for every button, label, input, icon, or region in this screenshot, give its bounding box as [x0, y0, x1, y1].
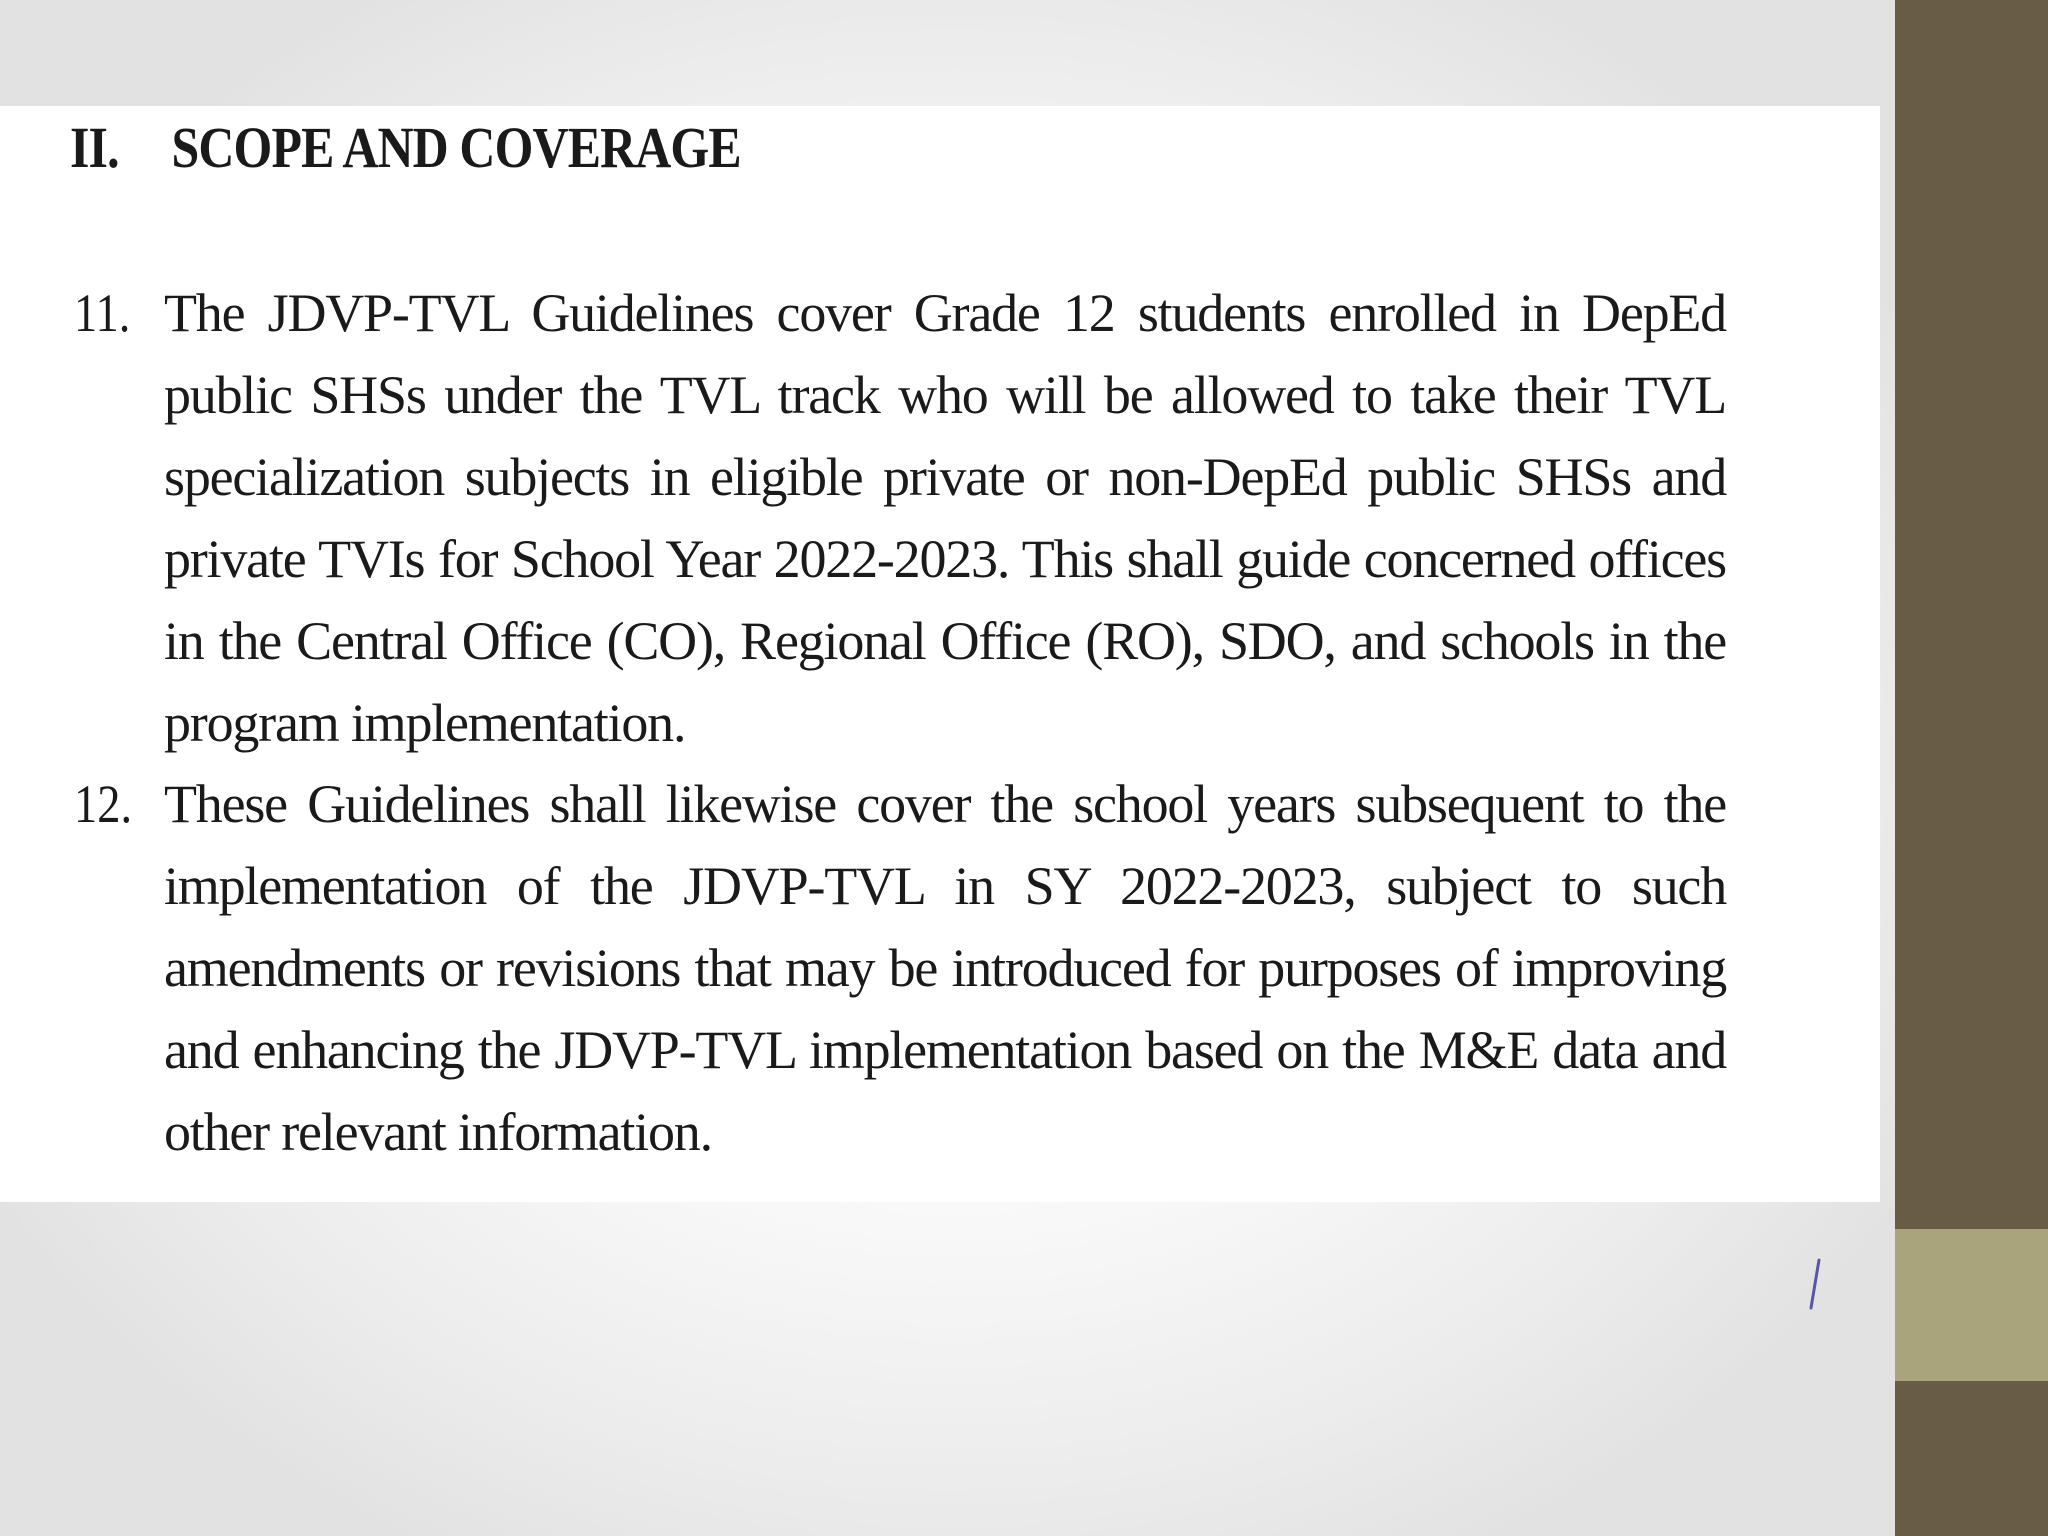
decorative-side-bar-accent	[1895, 1229, 2048, 1381]
paragraph-number: 11.	[74, 283, 131, 343]
paragraph-text: The JDVP-TVL Guidelines cover Grade 12 students enrolled in DepEd public SHSs under the TVL track who will be allowed to take their TVL specialization subjects in eligible private or non-DepEd public SHSs and private TVIs for School Year 2022-2023. This shall guide concerned offices in the Central Office (CO), Regional Office (RO), SDO, and schools in the program implementation.	[164, 283, 1726, 753]
paragraph-number: 12.	[74, 774, 133, 834]
paragraph-text: These Guidelines shall likewise cover the school years subsequent to the implementation of the JDVP-TVL in SY 2022-2023, subject to such amendments or revisions that may be introduced for purposes of improving and enhancing the JDVP-TVL implementation based on the M&E data and other relevant information.	[164, 774, 1726, 1162]
section-heading	[70, 114, 741, 181]
pen-stroke-mark	[1808, 1258, 1822, 1310]
section-title: SCOPE AND COVERAGE	[171, 115, 741, 180]
document-excerpt-image	[0, 106, 1880, 1202]
section-number: II.	[70, 115, 119, 180]
